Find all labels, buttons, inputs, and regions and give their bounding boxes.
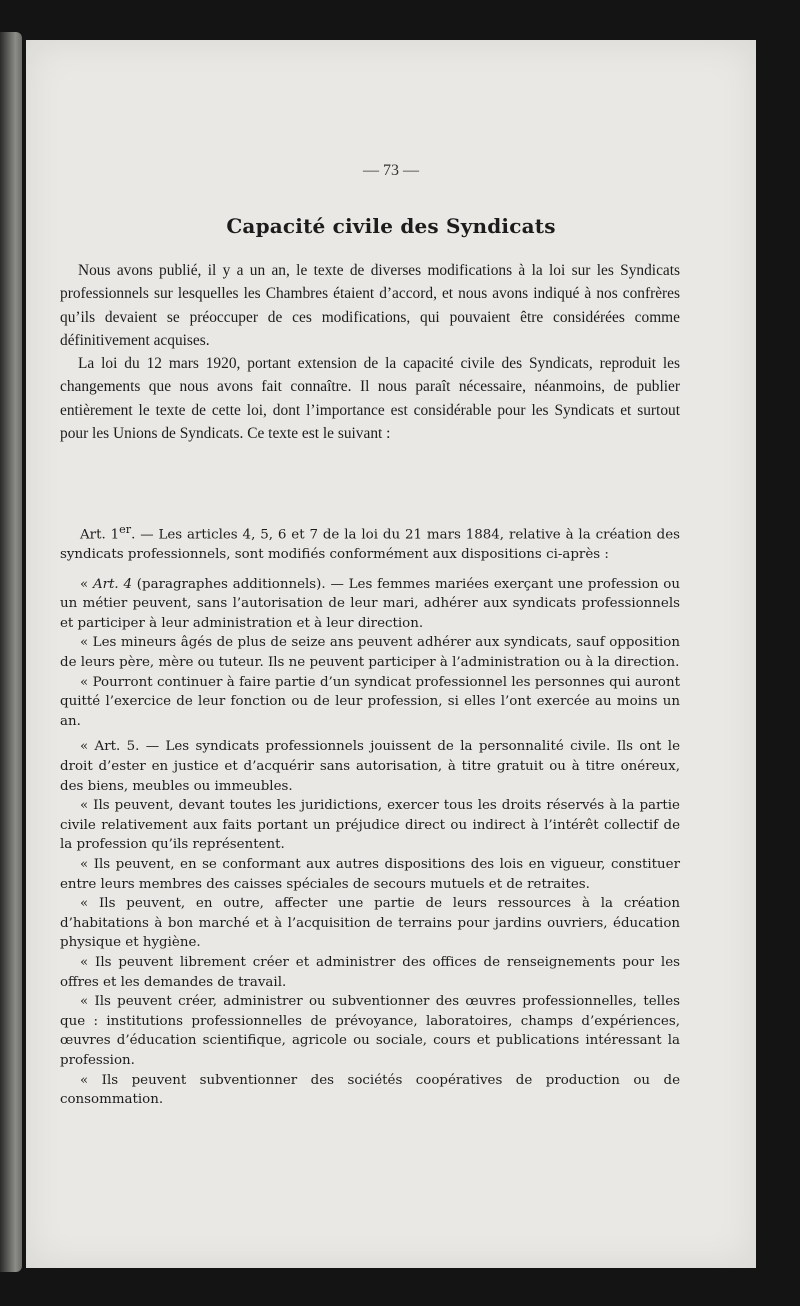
page-number: — 73 — [363,162,419,179]
article-1-sup: er [119,523,132,536]
article-5-paragraph: « Art. 5. — Les syndicats professionnels jouissent de la personnalité civile. Ils ont le droit d’ester en justice et d’acquérir sans autorisation, à titre gratuit ou à titre onéreux, des biens, meubles ou immeubles. [60,739,680,794]
article-5-paragraph: « Ils peuvent subventionner des sociétés coopératives de production ou de consommation. [60,1072,680,1108]
article-4-paragraph: « Les mineurs âgés de plus de seize ans peuvent adhérer aux syndicats, sauf opposition de leurs père, mère ou tuteur. Ils ne peuvent participer à l’administration ou à la direction. [60,635,680,671]
article-4-paragraph: « Pourront continuer à faire partie d’un syndicat professionnel les personnes qui auront quitté l’exercice de leur fonction ou de leur profession, si elles l’ont exercée au moins un an. [60,674,680,729]
intro-paragraph: Nous avons publié, il y a un an, le texte de diverses modifications à la loi sur les Syndicats professionnels sur lesquelles les Chambres étaient d’accord, et nous avons indiqué à nos confrères qu’ils devaient se préoccuper de ces modifications, qui pouvaient être considérées comme définitivement acquises. [60,262,680,349]
article-4-label: Art. 4 [92,576,133,592]
article-1 [60,520,680,565]
law-text [60,520,680,1110]
article-4 [60,575,680,634]
article-5-paragraph: « Ils peuvent, en se conformant aux autres dispositions des lois en vigueur, constituer entre leurs membres des caisses spéciales de secours mutuels et de retraites. [60,856,680,892]
book-page [26,40,756,1268]
article-4-text: (paragraphes additionnels). — Les femmes mariées exerçant une profession ou un métier peuvent, sans l’autorisation de leur mari, adhérer aux syndicats professionnels et participer à leur administration et à leur direction. [60,576,680,631]
article-5-paragraph: « Ils peuvent librement créer et administrer des offices de renseignements pour les offres et les demandes de travail. [60,954,680,990]
article-5-paragraph: « Ils peuvent créer, administrer ou subventionner des œuvres professionnelles, telles que : institutions professionnelles de prévoyance, laboratoires, champs d’expériences, œuvres d’éducation scientifique, agricole ou sociale, cours et publications intéressant la profession. [60,994,680,1068]
article-5-paragraph: « Ils peuvent, en outre, affecter une partie de leurs ressources à la création d’habitations à bon marché et à l’acquisition de terrains pour jardins ouvriers, éducation physique et hygiène. [60,896,680,951]
page-title: Capacité civile des Syndicats [226,214,556,238]
article-4-quote: « [80,576,93,592]
intro-section [60,259,680,445]
article-5-paragraph: « Ils peuvent, devant toutes les juridictions, exercer tous les droits réservés à la partie civile relativement aux faits portant un préjudice direct ou indirect à l’intérêt collectif de la profession qu’ils représentent. [60,798,680,853]
article-1-text: . — Les articles 4, 5, 6 et 7 de la loi du 21 mars 1884, relative à la création des syndicats professionnels, sont modifiés conformément aux dispositions ci-après : [60,527,680,563]
previous-page-edge [0,32,22,1272]
intro-paragraph: La loi du 12 mars 1920, portant extension de la capacité civile des Syndicats, reproduit les changements que nous avons fait connaître. Il nous paraît nécessaire, néanmoins, de publier entièrement le texte de cette loi, dont l’importance est considérable pour les Syndicats et surtout pour les Unions de Syndicats. Ce texte est le suivant : [60,355,680,443]
article-1-label: Art. 1 [80,527,120,543]
